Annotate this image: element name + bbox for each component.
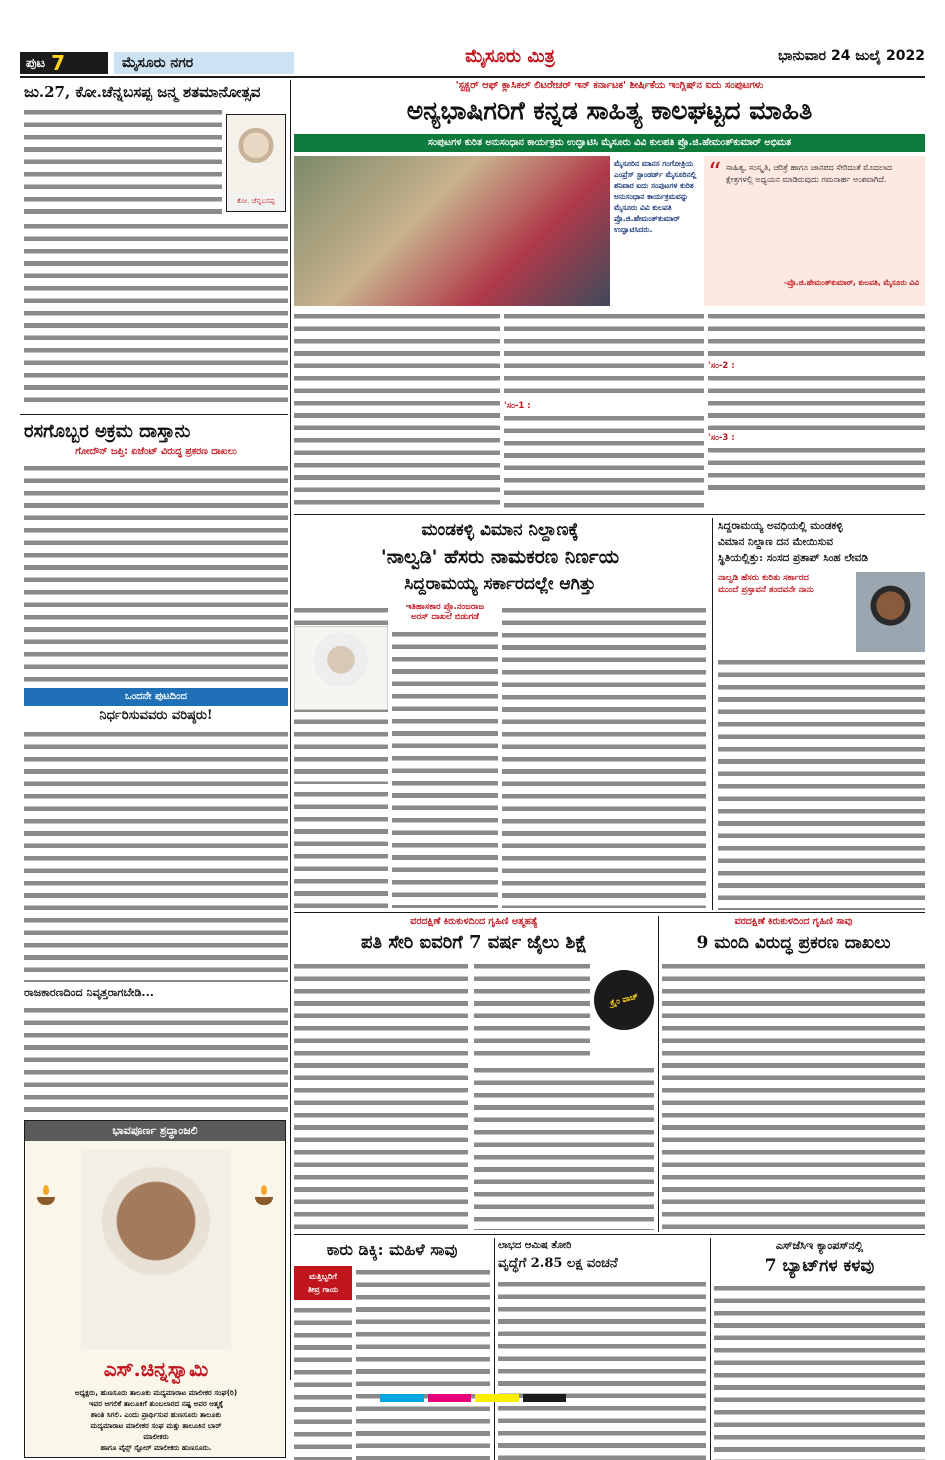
issue-date: ಭಾನುವಾರ 24 ಜುಲೈ 2022	[778, 48, 925, 64]
fraud-headline-line-2: ವೃದ್ಧೆಗೆ 2.85 ಲಕ್ಷ ವಂಚನೆ	[498, 1256, 618, 1271]
divider	[20, 414, 288, 415]
divider	[294, 912, 925, 913]
lead-ref-1: 'ಸಂ-1 :	[504, 401, 531, 411]
car-side-tag-2: ತೀವ್ರ ಗಾಯ	[307, 1285, 339, 1294]
page-number: 7	[51, 51, 65, 75]
divider-vertical	[712, 518, 713, 910]
mp-subhead-line-2: ಮುಂದೆ ಪ್ರಸ್ತಾವನೆ ತಂದವನೇ ನಾನು	[718, 585, 814, 595]
lead-body-col3-a	[708, 310, 925, 360]
centenary-photo-frame	[226, 114, 286, 212]
masthead-rule	[20, 76, 925, 78]
mp-headline-line-1: ಸಿದ್ದರಾಮಯ್ಯ ಅವಧಿಯಲ್ಲಿ ಮಂಡಕಳ್ಳಿ	[718, 520, 843, 532]
fraud-headline-line-1: ಲಾಭದ ಆಮಿಷ ತೋರಿ	[498, 1240, 572, 1251]
bats-body	[714, 1282, 925, 1460]
airport-body-c	[294, 788, 388, 908]
tribute-line-5: ಮಾಲೀಕರು	[143, 1432, 169, 1441]
tribute-text	[29, 1387, 283, 1453]
tribute-line-4: ಮದ್ಯಮಾರಾಟ ಮಾಲೀಕರ ಸಂಘ ಮತ್ತು ತಾಲೂಕಿನ ಬಾರ್	[90, 1421, 222, 1430]
lead-quote-by: -ಪ್ರೊ.ಜಿ.ಹೇಮಂತ್‌ಕುಮಾರ್, ಕುಲಪತಿ, ಮೈಸೂರು ವಿವಿ	[784, 278, 919, 287]
centenary-headline: ಜು.27, ಕೋ.ಚೆನ್ನಬಸಪ್ಪ ಜನ್ಮ ಶತಮಾನೋತ್ಸವ	[24, 83, 261, 101]
fraud-body	[498, 1278, 706, 1460]
airport-byline-2: ಅರಸ್ ದಾಖಲೆ ಬಿಡುಗಡೆ	[411, 612, 479, 622]
death-kicker: ವರದಕ್ಷಿಣೆ ಕಿರುಕುಳದಿಂದ ಗೃಹಿಣಿ ಸಾವು	[734, 916, 853, 927]
fraud-headline	[498, 1238, 706, 1274]
politics-subhead: ರಾಜಕಾರಣದಿಂದ ನಿವೃತ್ತರಾಗಬೇಡಿ...	[24, 986, 154, 999]
lead-photo-caption: ಮೈಸೂರಿನ ಮಾನಸ ಗಂಗೋತ್ರಿಯ ಎಂಪ್ರೆಸ್ ಸ್ಟಾಂಡರ್ಡ್ ಮೈಸೂರಿನಲ್ಲಿ ಶನಿವಾರ ಐದು ಸಂಪುಟಗಳ ಕುರಿತ ಅನುಸಂಧಾನ ಕಾರ್ಯಕ್ರಮವನ್ನು ಮೈಸೂರು ವಿವಿ ಕುಲಪತಿ ಪ್ರೊ.ಜಿ.ಹೇಮಂತ್‌ಕುಮಾರ್ ಉದ್ಘಾಟಿಸಿದರು.	[614, 159, 697, 234]
crime-watch-stamp	[594, 970, 654, 1030]
airport-byline	[392, 602, 498, 622]
tribute-photo	[81, 1149, 231, 1349]
dowry-body-c	[474, 1064, 654, 1230]
bats-headline-line-1: ಎಸ್‌ಜೆಸಿಇ ಕ್ಯಾಂಪಸ್‌ನಲ್ಲಿ	[775, 1239, 864, 1252]
tribute-header: ಭಾವಪೂರ್ಣ ಶ್ರದ್ಧಾಂಜಲಿ	[25, 1121, 285, 1141]
lead-event-photo	[294, 156, 610, 306]
bats-headline	[714, 1238, 925, 1278]
lead-strap: ಸಂಪುಟಗಳ ಕುರಿತ ಅನುಸಂಧಾನ ಕಾರ್ಯಕ್ರಮ ಉದ್ಘಾಟಿಸಿ ಮೈಸೂರು ವಿವಿ ಕುಲಪತಿ ಪ್ರೊ.ಜಿ.ಹೇಮಂತ್‌ಕುಮಾರ್ ಅಭಿಮತ	[294, 134, 925, 152]
lead-body-col3	[708, 310, 925, 510]
centenary-body	[24, 220, 288, 410]
tribute-line-6: ಹಾಗೂ ವೈನ್ಸ್ ಸ್ಟೋರ್ ಮಾಲೀಕರು ಹುಣಸೂರು.	[100, 1443, 212, 1452]
kochennabasappa-photo	[227, 115, 285, 195]
divider-vertical	[494, 1238, 495, 1460]
mp-subhead	[718, 572, 852, 596]
lamp-icon-right	[255, 1185, 273, 1207]
page-label: ಪುಟ	[26, 55, 46, 71]
mp-subhead-line-1: ನಾಲ್ವಡಿ ಹೆಸರು ಕುರಿತು ಸರ್ಕಾರದ	[718, 573, 809, 583]
masthead	[20, 46, 925, 74]
politics-body	[24, 1004, 288, 1116]
death-headline: 9 ಮಂದಿ ವಿರುದ್ಧ ಪ್ರಕರಣ ದಾಖಲು	[696, 933, 891, 953]
car-side-tag-1: ಮತ್ತಿಬ್ಬರಿಗೆ	[309, 1272, 337, 1281]
tribute-ad	[24, 1120, 286, 1458]
lead-body-col2-b	[504, 412, 704, 510]
lamp-icon-left	[37, 1185, 55, 1207]
lead-quote: ಸಾಹಿತ್ಯ, ಸಂಸ್ಕೃತಿ, ಚರಿತ್ರೆ ಹಾಗೂ ಜಾನಪದ ಸೇರಿದಂತೆ ಮೊದಲಾದ ಕ್ಷೇತ್ರಗಳಲ್ಲಿ ಅಧ್ಯಯನ ಮಾಡಿರುವುದು ಗಮನಾರ್ಹ ಅಂಶವಾಗಿದೆ.	[726, 163, 893, 184]
divider-vertical	[710, 1238, 711, 1460]
divider	[294, 514, 925, 515]
divider-vertical	[658, 916, 659, 1232]
lead-ref-2: 'ಸಂ-2 :	[708, 361, 735, 371]
tribute-line-3: ಶಾಂತಿ ಸಿಗಲಿ. ಎಂದು ಪ್ರಾರ್ಥಿಸುವ ಹುಣಸೂರು ತಾಲೂಕು	[90, 1410, 222, 1419]
lead-headline: ಅನ್ಯಭಾಷಿಗರಿಗೆ ಕನ್ನಡ ಸಾಹಿತ್ಯ ಕಾಲಘಟ್ಟದ ಮಾಹಿತಿ	[406, 96, 813, 125]
lead-body-col1	[294, 310, 500, 510]
car-side-tag	[294, 1266, 352, 1300]
car-body-b	[294, 1304, 352, 1460]
mp-headline-line-2: ವಿಮಾನ ನಿಲ್ದಾಣ ದನ ಮೇಯಿಸುವ	[718, 536, 834, 548]
tribute-name: ಎಸ್.ಚಿನ್ನಸ್ವಾಮಿ	[103, 1357, 209, 1381]
continued-body	[24, 728, 288, 982]
fertilizer-body	[24, 462, 288, 684]
quote-mark-icon: “	[708, 158, 722, 188]
mp-photo	[856, 572, 925, 652]
dowry-body-b	[474, 960, 590, 1060]
paper-name: ಮೈಸೂರು ಮಿತ್ರ	[465, 46, 555, 67]
dowry-body-a	[294, 960, 468, 1230]
lead-body-col2-a	[504, 310, 704, 400]
mp-headline	[718, 518, 925, 566]
continued-title: ನಿರ್ಧರಿಸುವವರು ವರಿಷ್ಠರು!	[99, 708, 213, 723]
dowry-headline: ಪತಿ ಸೇರಿ ಐವರಿಗೆ 7 ವರ್ಷ ಜೈಲು ಶಿಕ್ಷೆ	[360, 932, 587, 953]
car-body-a	[356, 1266, 490, 1460]
airport-headline-line-2: 'ನಾಲ್ವಡಿ' ಹೆಸರು ನಾಮಕರಣ ನಿರ್ಣಯ	[380, 546, 620, 568]
centenary-photo-caption: ಕೋ. ಚೆನ್ನಬಸಪ್ಪ	[237, 197, 275, 205]
column-divider	[290, 80, 291, 1380]
fertilizer-subhead: ಗೋದೌನ್ ಜಪ್ತಿ: ಏಜೆಂಟ್ ವಿರುದ್ಧ ಪ್ರಕರಣ ದಾಖಲು	[75, 446, 237, 457]
centenary-body-top	[24, 106, 222, 216]
lead-ref-3: 'ಸಂ-3 :	[708, 433, 735, 443]
continued-from-label: ಒಂದನೇ ಪುಟದಿಂದ	[24, 688, 288, 706]
airport-headline-line-3: ಸಿದ್ದರಾಮಯ್ಯ ಸರ್ಕಾರದಲ್ಲೇ ಆಗಿತ್ತು	[404, 574, 596, 594]
lead-body-col3-c	[708, 444, 925, 496]
death-body	[662, 960, 925, 1230]
airport-headline	[294, 518, 706, 600]
crime-watch-label: ಕ್ರೈಂ ವಾಚ್	[608, 991, 639, 1008]
lead-kicker: 'ಸ್ಟಕ್ಚರ್ ಆಫ್ ಕ್ಲಾಸಿಕಲ್ ಲಿಟರೇಚರ್ ಇನ್ ಕರ್ನಾಟಕ' ಶೀರ್ಷಿಕೆಯ ಇಂಗ್ಲಿಷ್‌ನ ಐದು ಸಂಪುಟಗಳು	[455, 80, 764, 91]
section-name: ಮೈಸೂರು ನಗರ	[114, 52, 294, 74]
mp-headline-line-3: ಸ್ಥಿತಿಯಲ್ಲಿತ್ತು: ಸಂಸದ ಪ್ರತಾಪ್ ಸಿಂಹ ಲೇವಡಿ	[718, 552, 868, 564]
divider	[294, 1234, 925, 1235]
airport-byline-1: ಇತಿಹಾಸಕಾರ ಪ್ರೊ.ನಂಜರಾಜ	[405, 602, 485, 612]
airport-body-d	[502, 604, 706, 908]
dowry-kicker: ವರದಕ್ಷಿಣೆ ಕಿರುಕುಳದಿಂದ ಗೃಹಿಣಿ ಆತ್ಮಹತ್ಯೆ	[410, 916, 538, 927]
page-number-box	[20, 52, 108, 74]
lead-body-col2	[504, 310, 704, 510]
airport-body-b	[392, 628, 498, 908]
airport-headline-line-1: ಮಂಡಕಳ್ಳಿ ವಿಮಾನ ನಿಲ್ದಾಣಕ್ಕೆ	[421, 520, 579, 540]
historian-photo	[294, 626, 388, 710]
print-colour-bar	[380, 1394, 566, 1402]
lead-body-col3-b	[708, 372, 925, 432]
fertilizer-headline: ರಸಗೊಬ್ಬರ ಅಕ್ರಮ ದಾಸ್ತಾನು	[24, 421, 191, 442]
tribute-line-1: ಅಧ್ಯಕ್ಷರು, ಹುಣಸೂರು ತಾಲೂಕು ಮದ್ಯಮಾರಾಟ ಮಾಲೀಕರ ಸಂಘ(ರಿ)	[74, 1388, 238, 1397]
tribute-line-2: ಇವರ ಆಗಲಿಕೆ ತಾಲೂಕಿಗೆ ತುಂಬಲಾರದ ನಷ್ಟ ಅವರ ಆತ್ಮಕ್ಕೆ	[88, 1399, 224, 1408]
lead-quote-box	[704, 156, 925, 306]
mp-body	[718, 656, 925, 910]
car-headline: ಕಾರು ಡಿಕ್ಕಿ: ಮಹಿಳೆ ಸಾವು	[326, 1240, 458, 1259]
bats-headline-line-2: 7 ಬ್ಯಾಟ್‌ಗಳ ಕಳವು	[764, 1256, 875, 1276]
